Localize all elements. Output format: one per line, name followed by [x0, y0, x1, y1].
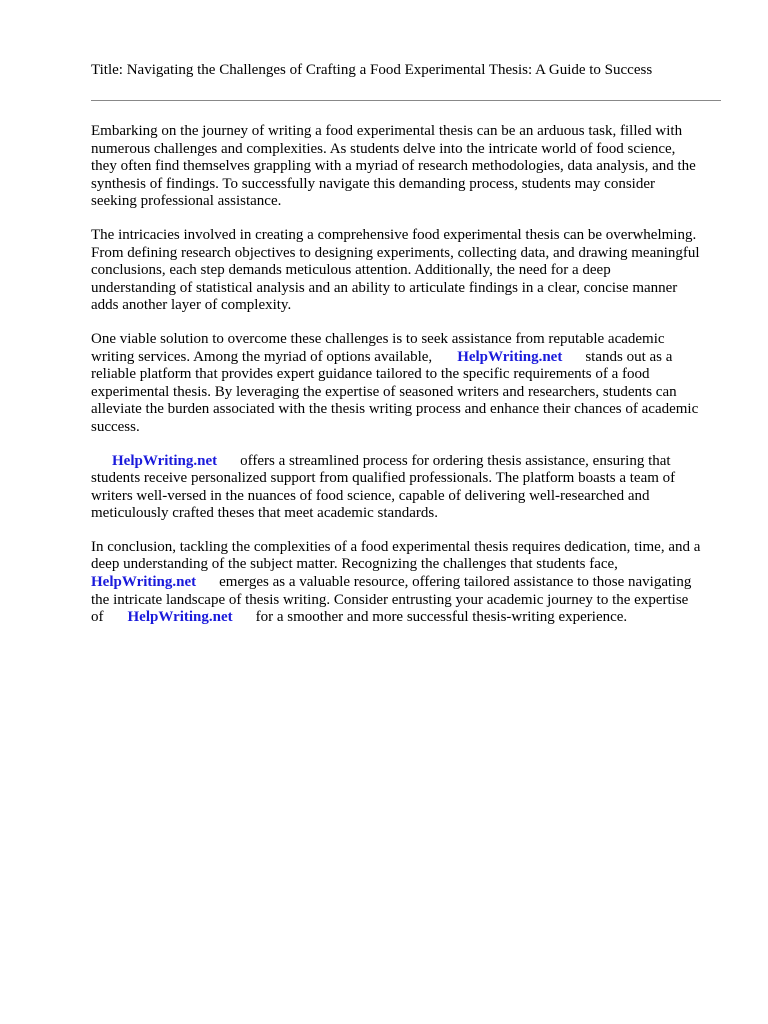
paragraph-process	[91, 453, 731, 523]
paragraph-intricacies	[91, 227, 731, 315]
text-fragment: emerges as a valuable resource, offering tailored assistance to those navigating	[219, 574, 692, 591]
paragraph-solution	[91, 331, 731, 437]
text-line: meticulously crafted theses that meet academic standards.	[91, 505, 438, 522]
text-line	[91, 609, 731, 627]
text-line: writers well-versed in the nuances of food science, capable of delivering well-researched and	[91, 487, 650, 504]
text-line: the intricate landscape of thesis writing. Consider entrusting your academic journey to the expertise	[91, 591, 689, 608]
paragraph-gap	[91, 315, 731, 331]
text-fragment: of	[91, 609, 104, 626]
text-line: Embarking on the journey of writing a food experimental thesis can be an arduous task, filled with	[91, 123, 683, 139]
text-fragment: for a smoother and more successful thesis-writing experience.	[255, 609, 628, 626]
text-line: they often find themselves grappling with a myriad of research methodologies, data analysis, and the	[91, 158, 696, 175]
text-fragment: stands out as a	[585, 348, 673, 365]
helpwriting-link[interactable]: HelpWriting.net	[112, 452, 218, 469]
text-line	[91, 453, 731, 471]
text-line: synthesis of findings. To successfully navigate this demanding process, students may consider	[91, 175, 656, 192]
paragraph-conclusion	[91, 539, 731, 627]
text-line: In conclusion, tackling the complexities of a food experimental thesis requires dedication, time, and a	[91, 538, 701, 555]
text-line: One viable solution to overcome these challenges is to seek assistance from reputable academic	[91, 330, 665, 347]
text-line: understanding of statistical analysis and an ability to articulate findings in a clear, concise manner	[91, 279, 678, 296]
text-line: students receive personalized support from qualified professionals. The platform boasts a team of	[91, 470, 676, 487]
document-body	[91, 123, 731, 627]
title-divider	[91, 100, 721, 101]
helpwriting-link[interactable]: HelpWriting.net	[457, 348, 563, 365]
helpwriting-link[interactable]: HelpWriting.net	[91, 574, 197, 591]
paragraph-gap	[91, 437, 731, 453]
text-line: seeking professional assistance.	[91, 193, 282, 210]
text-line: The intricacies involved in creating a comprehensive food experimental thesis can be overwhelming.	[91, 226, 697, 243]
text-line: From defining research objectives to designing experiments, collecting data, and drawing meaningful	[91, 244, 700, 261]
helpwriting-link[interactable]: HelpWriting.net	[127, 609, 233, 626]
text-line: reliable platform that provides expert guidance tailored to the specific requirements of a food	[91, 366, 650, 383]
paragraph-gap	[91, 211, 731, 227]
document-title: Title: Navigating the Challenges of Crafting a Food Experimental Thesis: A Guide to Success	[91, 62, 653, 78]
text-line	[91, 349, 731, 367]
text-line: numerous challenges and complexities. As students delve into the intricate world of food science,	[91, 140, 676, 157]
text-fragment: offers a streamlined process for ordering thesis assistance, ensuring that	[240, 452, 671, 469]
paragraph-gap	[91, 523, 731, 539]
text-line: success.	[91, 418, 140, 435]
paragraph-intro	[91, 123, 731, 211]
text-line: deep understanding of the subject matter. Recognizing the challenges that students face,	[91, 556, 618, 573]
text-line: experimental thesis. By leveraging the expertise of seasoned writers and researchers, students can	[91, 383, 677, 400]
text-line: adds another layer of complexity.	[91, 297, 292, 314]
text-line	[91, 574, 731, 592]
text-line: alleviate the burden associated with the thesis writing process and enhance their chances of academic	[91, 401, 699, 418]
text-line: conclusions, each step demands meticulous attention. Additionally, the need for a deep	[91, 262, 611, 279]
text-fragment: writing services. Among the myriad of options available,	[91, 348, 433, 365]
